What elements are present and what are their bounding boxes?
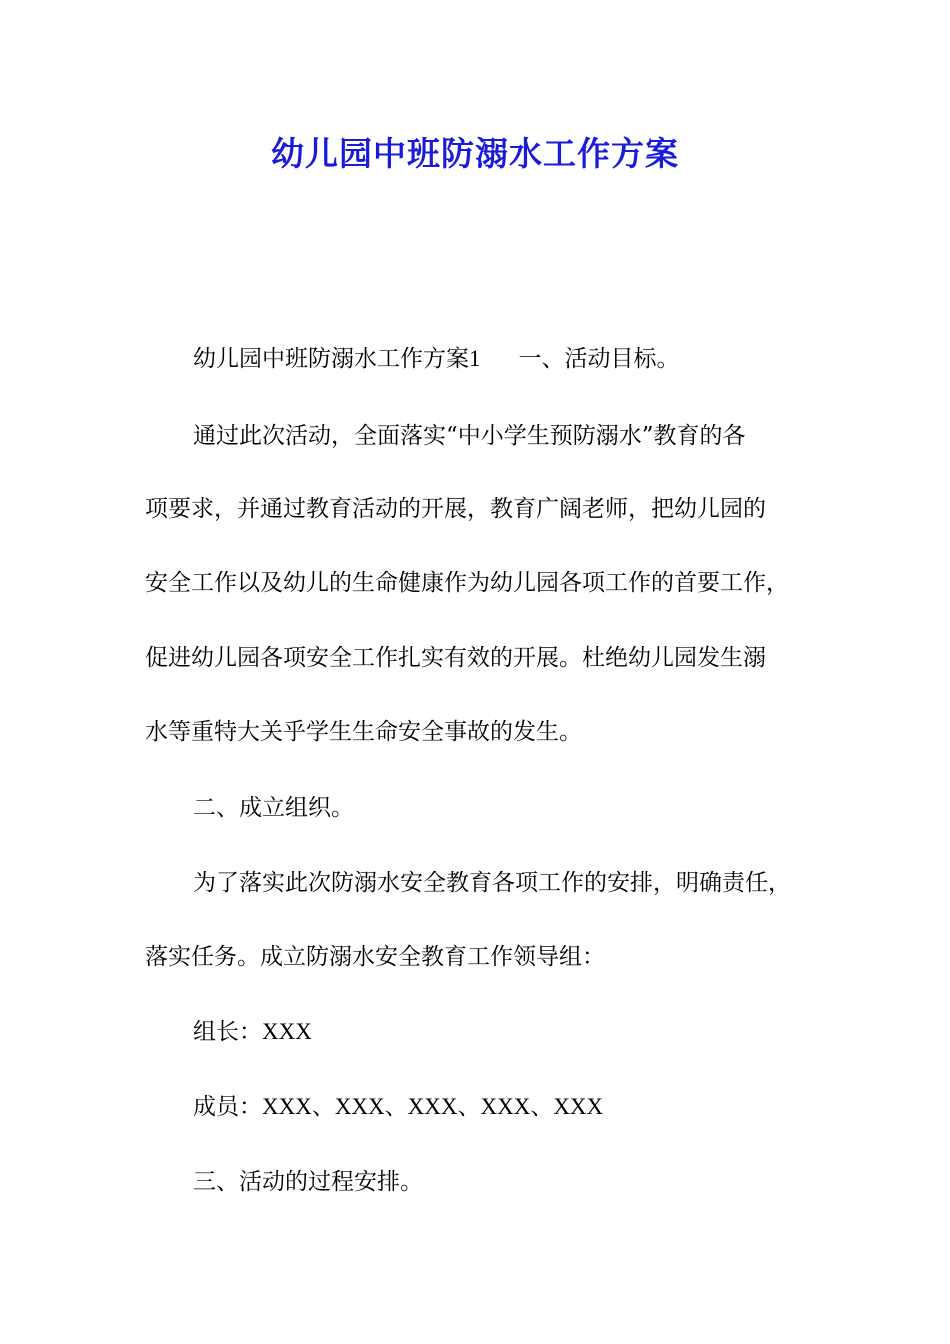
body-line: 促进幼儿园各项安全工作扎实有效的开展。杜绝幼儿园发生溺 <box>145 645 766 671</box>
body-line: 水等重特大关乎学生生命安全事故的发生。 <box>145 719 582 745</box>
document-title: 幼儿园中班防溺水工作方案 <box>271 134 679 173</box>
leader-line <box>193 1017 883 1047</box>
section-heading-1: 一、活动目标。 <box>518 346 680 372</box>
plan-subtitle: 幼儿园中班防溺水工作方案 <box>193 346 469 372</box>
members-line <box>193 1092 883 1122</box>
section-heading-2: 二、成立组织。 <box>193 795 354 821</box>
members-names: XXX、XXX、XXX、XXX、XXX <box>262 1094 604 1119</box>
body-line: 通过此次活动，全面落实“中小学生预防溺水”教育的各 <box>193 423 746 449</box>
leader-label: 组长： <box>193 1019 262 1045</box>
paragraph-heading-line <box>193 344 883 374</box>
leader-name: XXX <box>262 1019 312 1044</box>
body-line: 安全工作以及幼儿的生命健康作为幼儿园各项工作的首要工作， <box>145 570 789 596</box>
members-label: 成员： <box>193 1094 262 1120</box>
body-line: 落实任务。成立防溺水安全教育工作领导组： <box>145 944 605 970</box>
body-line: 为了落实此次防溺水安全教育各项工作的安排，明确责任， <box>193 870 791 896</box>
plan-number: 1 <box>469 346 481 371</box>
section-heading-3: 三、活动的过程安排。 <box>193 1169 423 1195</box>
body-line: 项要求，并通过教育活动的开展，教育广阔老师，把幼儿园的 <box>145 496 766 522</box>
